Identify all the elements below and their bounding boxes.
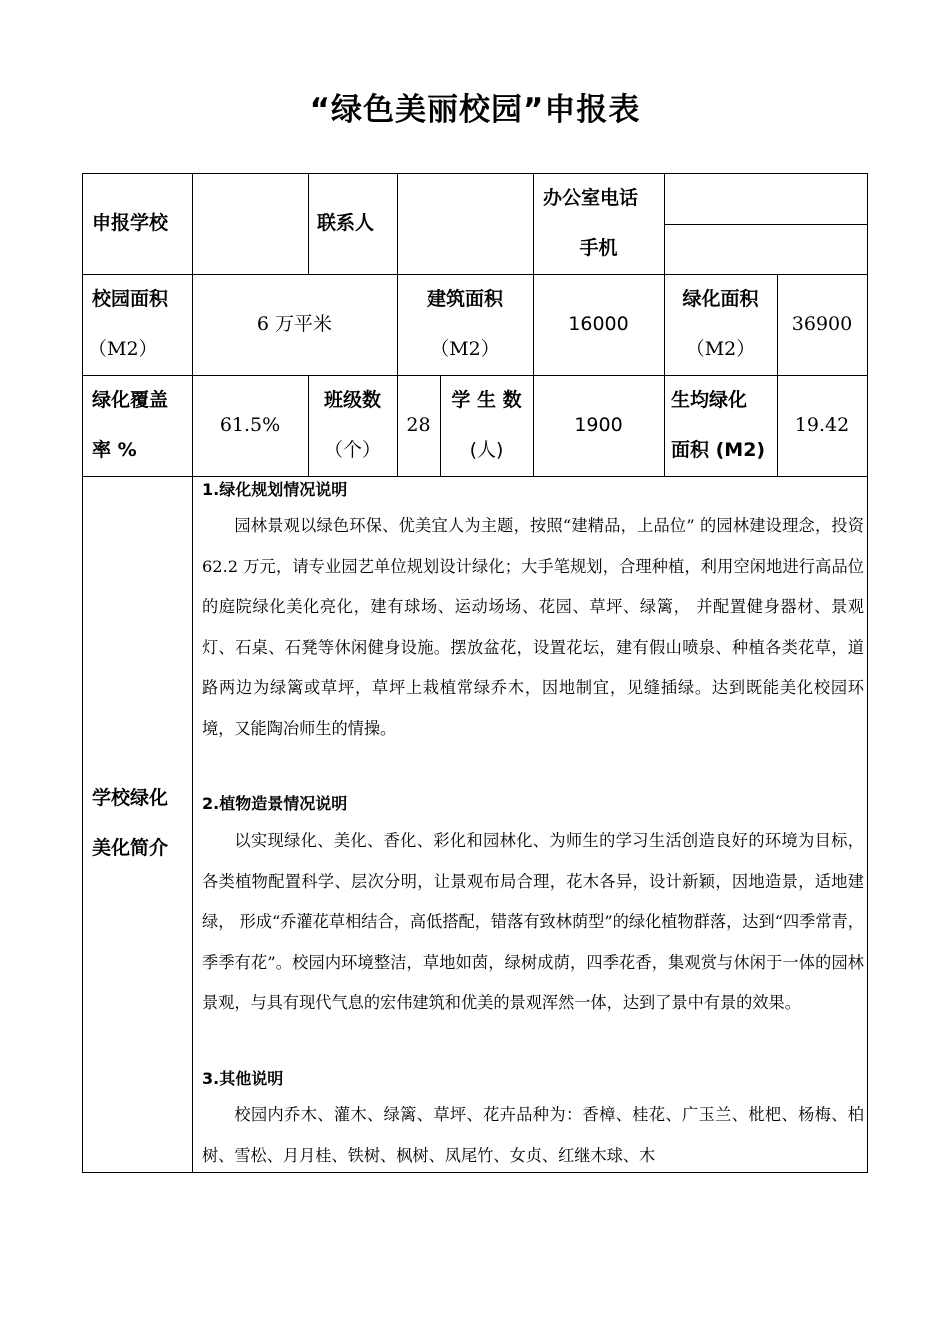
intro-label: 学校绿化 [92, 787, 169, 809]
school-label: 申报学校 [92, 212, 169, 234]
intro-label-line2: 美化简介 [92, 837, 169, 859]
classes-label: 班级数 [323, 389, 381, 411]
per-capita-label-unit: 面积 (M2) [671, 439, 766, 461]
per-capita-label: 生均绿化 [671, 389, 748, 411]
coverage-label: 绿化覆盖 [92, 389, 169, 411]
building-area-value: 16000 [568, 313, 629, 335]
section-heading-plants: 2.植物造景情况说明 [202, 794, 348, 813]
campus-area-unit: （M2） [88, 338, 158, 360]
section-text-other: 校园内乔木、灌木、绿篱、草坪、花卉品种为：香樟、桂花、广玉兰、枇杷、杨梅、柏树、雪松、月月桂、铁树、枫树、凤尾竹、女贞、红继木球、木 [202, 1105, 864, 1165]
campus-area-value: 6 万平米 [256, 313, 333, 335]
students-label: 学 生 数 [451, 389, 522, 411]
green-area-value: 36900 [791, 313, 853, 335]
classes-value: 28 [406, 414, 431, 436]
application-form-table [82, 173, 868, 1173]
students-value: 1900 [574, 414, 623, 436]
page-title: “绿色美丽校园”申报表 [309, 92, 641, 128]
office-phone-label: 办公室电话 [543, 187, 639, 209]
mobile-label-text: 手机 [579, 237, 618, 259]
coverage-label-line2: 率 % [92, 439, 137, 461]
section-text-planning: 园林景观以绿色环保、优美宜人为主题，按照“建精品，上品位” 的园林建设理念，投资 62.2 万元，请专业园艺单位规划设计绿化；大手笔规划，合理种植，利用空闲地进行高品位的庭院绿化美化亮化，建有球场、运动场场、花园、草坪、绿篱， 并配置健身器材、景观灯、石桌、石凳等休闲健身设施。摆放盆花，设置花坛，建有假山喷泉、种植各类花草，道路两边为绿篱或草坪，草坪上栽植常绿乔木，因地制宜，见缝插绿。达到既能美化校园环境，又能陶冶师生的情操。 [202, 516, 864, 738]
per-capita-value: 19.42 [794, 414, 850, 436]
coverage-value: 61.5% [219, 414, 281, 436]
green-area-unit: （M2） [685, 338, 756, 360]
contact-label: 联系人 [317, 212, 375, 234]
section-heading-planning: 1.绿化规划情况说明 [202, 480, 348, 499]
mobile-label [533, 223, 664, 273]
students-label-unit: (人) [469, 439, 504, 461]
classes-label-unit: （个） [323, 439, 381, 461]
campus-area-label: 校园面积 [92, 288, 169, 310]
building-area-label: 建筑面积 [426, 288, 503, 310]
green-area-label: 绿化面积 [682, 288, 759, 310]
section-text-plants: 以实现绿化、美化、香化、彩化和园林化、为师生的学习生活创造良好的环境为目标，各类植物配置科学、层次分明，让景观布局合理，花木各异，设计新颖，因地造景，适地建绿， 形成“乔灌花草相结合，高低搭配，错落有致林荫型”的绿化植物群落，达到“四季常青，季季有花”。校园内环境整洁，草地如茵，绿树成荫，四季花香，集观赏与休闲于一体的园林景观，与具有现代气息的宏伟建筑和优美的景观浑然一体，达到了景中有景的效果。 [202, 831, 864, 1012]
section-heading-other: 3.其他说明 [202, 1069, 284, 1088]
building-area-unit: （M2） [430, 338, 500, 360]
